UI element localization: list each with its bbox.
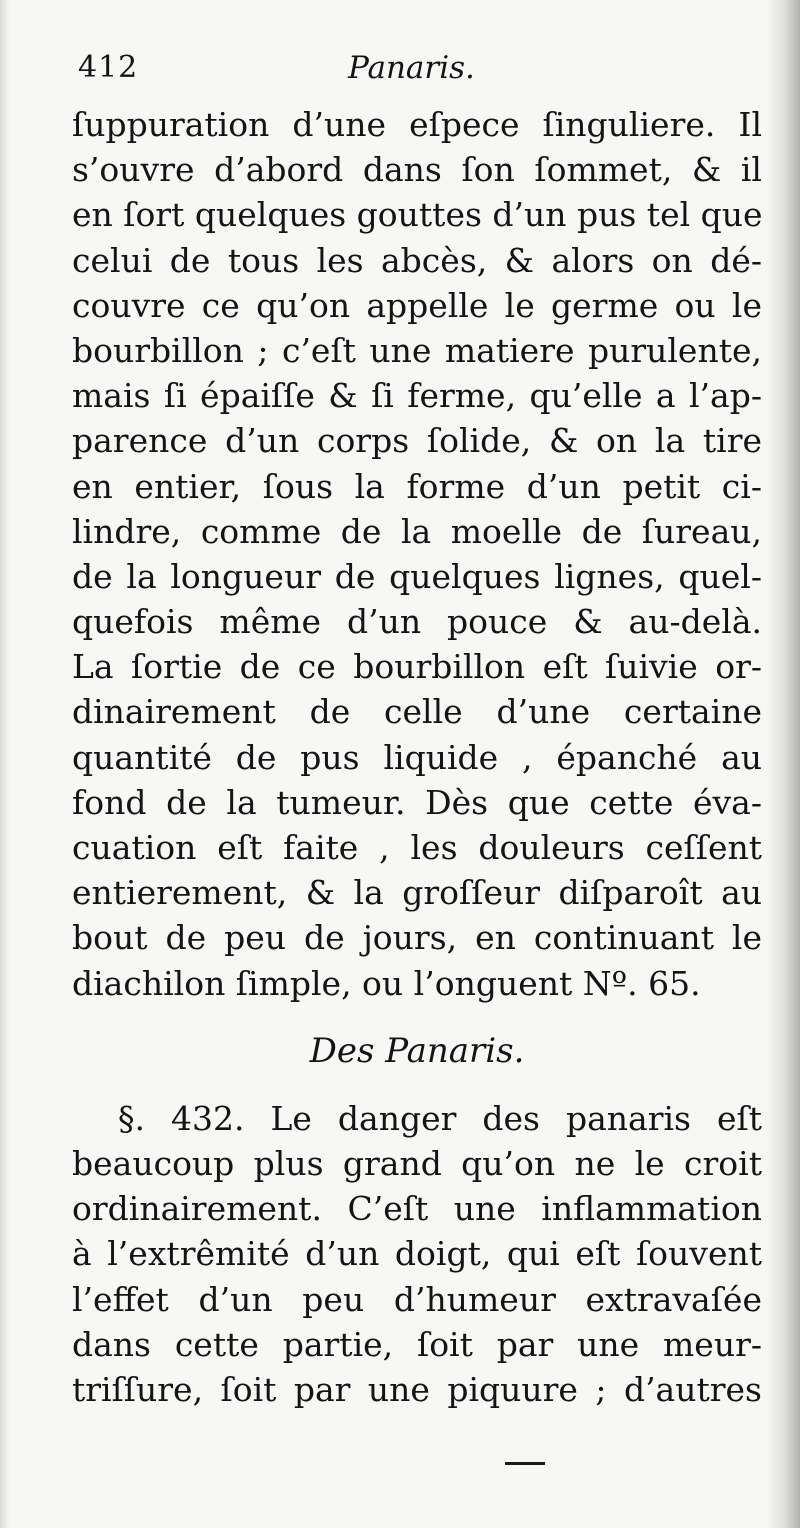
- page-gutter-shadow: [766, 0, 800, 1528]
- text-line: parence d’un corps ſolide, & on la tire: [72, 421, 762, 461]
- page-number: 412: [78, 50, 139, 85]
- text-line: La ſortie de ce bourbillon eſt ſuivie or-: [72, 647, 762, 687]
- text-line: dans cette partie, ſoit par une meur-: [72, 1324, 762, 1364]
- text-line: bout de peu de jours, en continuant le: [72, 918, 762, 958]
- text-line: en ſort quelques gouttes d’un pus tel que: [72, 195, 763, 235]
- paragraph-2: [72, 1096, 762, 1412]
- page-left-edge-shadow: [0, 0, 10, 1528]
- text-line: ſuppuration d’une eſpece ſinguliere. Il: [72, 105, 762, 144]
- footer-rule: [505, 1462, 545, 1465]
- paragraph-1: [72, 102, 762, 1006]
- text-line: celui de tous les abcès, & alors on dé-: [72, 240, 762, 280]
- text-line: cuation eſt faite , les douleurs ceſſent: [72, 828, 762, 867]
- text-line: quantité de pus liquide , épanché au: [72, 737, 762, 777]
- page-text-block: [72, 44, 762, 1412]
- text-line: en entier, ſous la forme d’un petit ci-: [72, 466, 762, 506]
- text-line: diachilon ſimple, ou l’onguent Nº. 65.: [72, 963, 701, 1003]
- text-line: couvre ce qu’on appelle le germe ou le: [72, 285, 762, 325]
- text-line: ordinairement. C’eſt une inflammation: [72, 1189, 762, 1229]
- text-line: triſſure, ſoit par une piquure ; d’autres: [72, 1369, 762, 1409]
- section-heading: Des Panaris.: [309, 1030, 525, 1071]
- text-line: à l’extrêmité d’un doigt, qui eſt ſouvent: [72, 1234, 762, 1274]
- text-line: §. 432. Le danger des panaris eſt: [118, 1098, 762, 1138]
- text-line: s’ouvre d’abord dans ſon ſommet, & il: [72, 150, 762, 190]
- text-line: dinairement de celle d’une certaine: [72, 692, 762, 732]
- running-title: Panaris.: [348, 50, 475, 86]
- text-line: l’effet d’un peu d’humeur extravaſée: [72, 1279, 762, 1319]
- text-line: mais ſi épaiſſe & ſi ferme, qu’elle a l’ap-: [72, 376, 762, 416]
- running-head: [72, 44, 762, 102]
- text-line: de la longueur de quelques lignes, quel-: [72, 556, 762, 596]
- text-line: quefois même d’un pouce & au-delà.: [72, 602, 762, 642]
- text-line: entierement, & la groſſeur diſparoît au: [72, 873, 762, 913]
- text-line: lindre, comme de la moelle de ſureau,: [72, 511, 762, 551]
- text-line: bourbillon ; c’eſt une matiere purulente,: [72, 330, 762, 370]
- text-line: fond de la tumeur. Dès que cette éva-: [72, 782, 762, 822]
- text-line: beaucoup plus grand qu’on ne le croit: [72, 1143, 762, 1183]
